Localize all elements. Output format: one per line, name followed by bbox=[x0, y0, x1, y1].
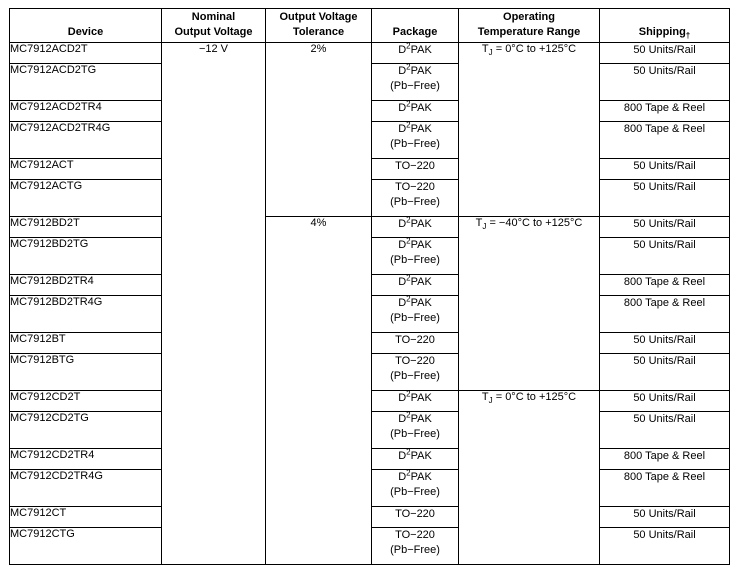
device-cell: MC7912CTG bbox=[10, 528, 162, 565]
shipping-cell: 800 Tape & Reel bbox=[600, 275, 730, 296]
package-cell: $D^2PAK$ (Pb−Free) bbox=[372, 412, 459, 449]
shipping-cell: 50 Units/Rail bbox=[600, 43, 730, 64]
header-nominal-voltage: Nominal Output Voltage bbox=[162, 9, 266, 43]
shipping-cell: 50 Units/Rail bbox=[600, 238, 730, 275]
temperature-range-cell: $T_J = 0^\circ C$ to +125°C bbox=[459, 43, 600, 217]
shipping-cell: 50 Units/Rail bbox=[600, 159, 730, 180]
tolerance-cell: 2% bbox=[266, 43, 372, 217]
device-cell: MC7912ACD2TR4G bbox=[10, 122, 162, 159]
package-cell: TO−220 (Pb−Free) bbox=[372, 354, 459, 391]
device-cell: MC7912BD2TG bbox=[10, 238, 162, 275]
shipping-cell: 800 Tape & Reel bbox=[600, 449, 730, 470]
table-row bbox=[10, 43, 730, 64]
shipping-cell: 50 Units/Rail bbox=[600, 391, 730, 412]
device-cell: MC7912ACT bbox=[10, 159, 162, 180]
shipping-cell: 50 Units/Rail bbox=[600, 180, 730, 217]
nominal-voltage-cell: −12 V bbox=[162, 43, 266, 565]
package-cell: $D^2PAK$ bbox=[372, 217, 459, 238]
table-row bbox=[10, 217, 730, 238]
ordering-info-table bbox=[9, 8, 730, 565]
device-cell: MC7912CD2TR4G bbox=[10, 470, 162, 507]
shipping-cell: 800 Tape & Reel bbox=[600, 296, 730, 333]
header-row bbox=[10, 9, 730, 43]
header-shipping: Shipping$_\dagger$ bbox=[600, 9, 730, 43]
shipping-cell: 50 Units/Rail bbox=[600, 507, 730, 528]
package-cell: TO−220 bbox=[372, 507, 459, 528]
device-cell: MC7912ACD2TG bbox=[10, 64, 162, 101]
shipping-cell: 800 Tape & Reel bbox=[600, 101, 730, 122]
package-cell: TO−220 bbox=[372, 333, 459, 354]
shipping-cell: 800 Tape & Reel bbox=[600, 122, 730, 159]
device-cell: MC7912ACTG bbox=[10, 180, 162, 217]
device-cell: MC7912ACD2TR4 bbox=[10, 101, 162, 122]
shipping-cell: 50 Units/Rail bbox=[600, 333, 730, 354]
package-cell: $D^2PAK$ bbox=[372, 43, 459, 64]
device-cell: MC7912CD2T bbox=[10, 391, 162, 412]
package-cell: TO−220 (Pb−Free) bbox=[372, 180, 459, 217]
device-cell: MC7912BD2TR4 bbox=[10, 275, 162, 296]
package-cell: $D^2PAK$ (Pb−Free) bbox=[372, 122, 459, 159]
header-tolerance: Output Voltage Tolerance bbox=[266, 9, 372, 43]
device-cell: MC7912BD2TR4G bbox=[10, 296, 162, 333]
shipping-cell: 50 Units/Rail bbox=[600, 64, 730, 101]
dagger-footnote-mark: † bbox=[685, 31, 691, 41]
device-cell: MC7912BTG bbox=[10, 354, 162, 391]
device-cell: MC7912BD2T bbox=[10, 217, 162, 238]
package-cell: $D^2PAK$ (Pb−Free) bbox=[372, 238, 459, 275]
device-cell: MC7912CD2TR4 bbox=[10, 449, 162, 470]
device-cell: MC7912CT bbox=[10, 507, 162, 528]
shipping-cell: 50 Units/Rail bbox=[600, 412, 730, 449]
temperature-range-cell: $T_J = 0^\circ C$ to +125°C bbox=[459, 391, 600, 565]
shipping-cell: 800 Tape & Reel bbox=[600, 470, 730, 507]
header-package: Package bbox=[372, 9, 459, 43]
package-cell: $D^2PAK$ bbox=[372, 101, 459, 122]
temperature-range-cell: $T_J = -40^\circ C$ to +125°C bbox=[459, 217, 600, 391]
shipping-cell: 50 Units/Rail bbox=[600, 528, 730, 565]
shipping-cell: 50 Units/Rail bbox=[600, 354, 730, 391]
package-cell: $D^2PAK$ bbox=[372, 275, 459, 296]
package-cell: $D^2PAK$ bbox=[372, 391, 459, 412]
shipping-cell: 50 Units/Rail bbox=[600, 217, 730, 238]
tolerance-cell: 4% bbox=[266, 217, 372, 565]
package-cell: TO−220 bbox=[372, 159, 459, 180]
device-cell: MC7912CD2TG bbox=[10, 412, 162, 449]
device-cell: MC7912BT bbox=[10, 333, 162, 354]
package-cell: $D^2PAK$ (Pb−Free) bbox=[372, 296, 459, 333]
package-cell: TO−220 (Pb−Free) bbox=[372, 528, 459, 565]
device-cell: MC7912ACD2T bbox=[10, 43, 162, 64]
header-device: Device bbox=[10, 9, 162, 43]
header-temperature: Operating Temperature Range bbox=[459, 9, 600, 43]
package-cell: $D^2PAK$ bbox=[372, 449, 459, 470]
package-cell: $D^2PAK$ (Pb−Free) bbox=[372, 64, 459, 101]
package-cell: $D^2PAK$ (Pb−Free) bbox=[372, 470, 459, 507]
